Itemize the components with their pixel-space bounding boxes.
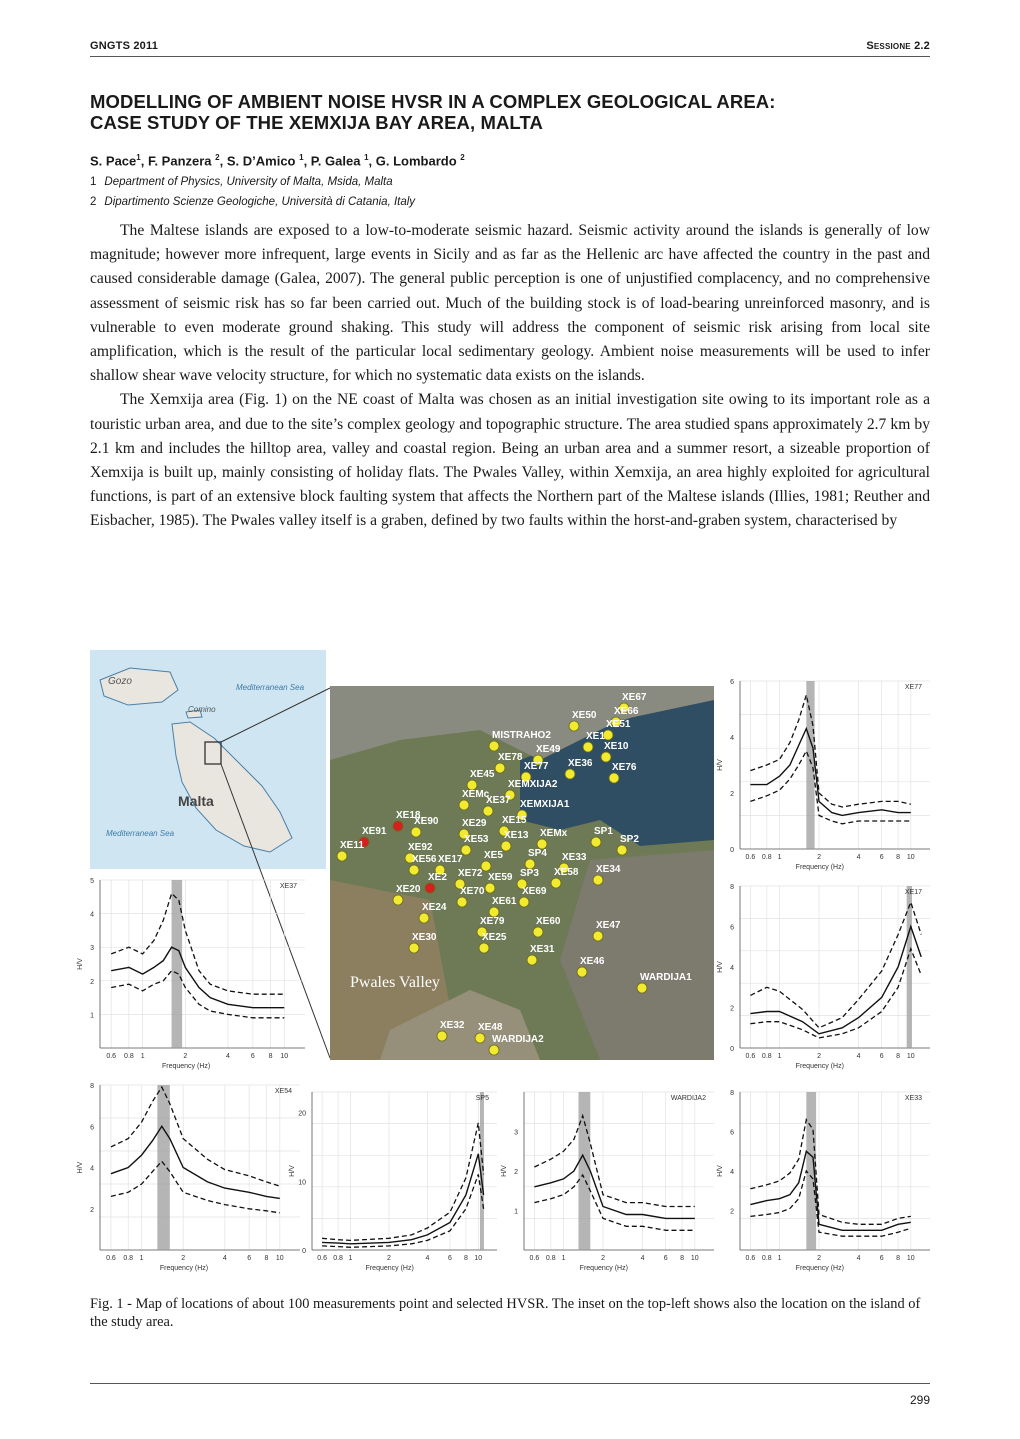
- mean-curve: [750, 927, 921, 1034]
- running-header-right: Sessione 2.2: [866, 40, 930, 52]
- peak-band: [172, 880, 183, 1048]
- station-label: XE92: [408, 842, 433, 853]
- station-label: XEMx: [540, 828, 568, 839]
- panel-title: XE33: [904, 1095, 922, 1102]
- y-tick-label: 2: [90, 978, 94, 986]
- pushpin-icon: [533, 927, 543, 937]
- pushpin-icon: [577, 967, 587, 977]
- station-label: XE45: [470, 769, 495, 780]
- station-label: XE30: [412, 932, 437, 943]
- x-tick-label: 0.8: [761, 1053, 772, 1060]
- pushpin-icon: [617, 845, 627, 855]
- station-label: XE37: [486, 795, 511, 806]
- station-label: XE32: [440, 1020, 465, 1031]
- station-label: XE47: [596, 920, 621, 931]
- station-label: XE25: [482, 932, 507, 943]
- hvsr-panel: [717, 1090, 930, 1272]
- pushpin-icon: [411, 827, 421, 837]
- station-label: XE13: [504, 830, 529, 841]
- author: S. D’Amico: [226, 153, 296, 169]
- x-tick-label: 0.6: [106, 1053, 117, 1060]
- x-tick-label: 0.8: [333, 1255, 343, 1262]
- author-affiliation-mark: 2: [460, 153, 465, 162]
- pushpin-icon: [609, 773, 619, 783]
- station-label: XEMXIJA2: [508, 779, 558, 790]
- x-tick-label: 4: [225, 1053, 230, 1060]
- pushpin-icon: [569, 721, 579, 731]
- station-label: XE70: [460, 886, 485, 897]
- panel-title: SP5: [475, 1095, 489, 1102]
- station-label: XE56: [412, 854, 437, 865]
- running-header-left: GNGTS 2011: [90, 40, 159, 52]
- peak-band: [578, 1092, 590, 1250]
- y-tick-label: 0: [730, 1046, 734, 1053]
- y-tick-label: 4: [730, 1169, 734, 1176]
- std-curve: [750, 1120, 910, 1225]
- x-tick-label: 1: [777, 854, 782, 861]
- x-tick-label: 0.8: [545, 1255, 556, 1262]
- mean-curve: [750, 729, 910, 816]
- pushpin-icon: [483, 806, 493, 816]
- pushpin-icon: [475, 1033, 485, 1043]
- y-tick-label: 4: [90, 911, 94, 919]
- y-axis-label: H/V: [289, 1165, 296, 1177]
- pushpin-icon: [425, 883, 435, 893]
- station-label: XE29: [462, 818, 487, 829]
- x-tick-label: 0.6: [106, 1255, 116, 1262]
- station-label: XE66: [614, 706, 639, 717]
- station-label: XE77: [524, 761, 549, 772]
- paragraph-2: The Xemxija area (Fig. 1) on the NE coast of Malta was chosen as an initial investigation site owing to its important role as a touristic urban area, and due to the site’s complex geology and topographic structure. The area studied spans approximately 2.7 km by 2.1 km and includes the hilltop area, valley and coastal region. Being an urban area and a summer resort, a sizeable proportion of Xemxija is built up, mainly consisting of holiday flats. The Pwales Valley, within Xemxija, an area highly exploited for agricultural functions, is part of an extensive block faulting system that affects the Northern part of the Maltese islands (Illies, 1981; Reuther and Eisbacher, 1985). The Pwales valley itself is a graben, defined by two faults within the horst-and-graben system, characterised by: [90, 391, 930, 530]
- station-label: XE76: [612, 762, 637, 773]
- y-tick-label: 0: [302, 1248, 306, 1255]
- pushpin-icon: [591, 837, 601, 847]
- station-label: XE67: [622, 692, 647, 703]
- std-curve: [750, 695, 910, 807]
- station-label: XE24: [422, 902, 447, 913]
- pushpin-icon: [437, 1031, 447, 1041]
- inset-label: Mediterranean Sea: [236, 683, 305, 692]
- hvsr-panel: [289, 1092, 497, 1272]
- station-label: XEMXIJA1: [520, 799, 570, 810]
- y-tick-label: 1: [514, 1208, 518, 1216]
- station-label: XE18: [396, 810, 421, 821]
- station-label: XE91: [362, 826, 387, 837]
- figure-caption: Fig. 1 - Map of locations of about 100 measurements point and selected HVSR. The inset on the top-left shows also the location on the island of the study area.: [90, 1296, 921, 1330]
- y-tick-label: 6: [90, 1124, 94, 1132]
- station-label: XE48: [478, 1022, 503, 1033]
- x-tick-label: 0.8: [761, 1255, 772, 1262]
- x-tick-label: 1: [777, 1053, 782, 1060]
- pushpin-icon: [519, 897, 529, 907]
- pushpin-icon: [583, 742, 593, 752]
- station-label: XE1: [586, 731, 605, 742]
- x-tick-label: 1: [139, 1255, 144, 1262]
- x-tick-label: 6: [879, 854, 884, 861]
- y-tick-label: 8: [730, 1090, 734, 1097]
- x-tick-label: 10: [906, 1053, 915, 1060]
- pushpin-icon: [409, 943, 419, 953]
- pushpin-icon: [527, 955, 537, 965]
- station-label: XE59: [488, 872, 513, 883]
- y-tick-label: 4: [730, 735, 734, 742]
- station-label: XE10: [604, 741, 629, 752]
- y-tick-label: 10: [298, 1179, 306, 1187]
- pushpin-icon: [419, 913, 429, 923]
- y-tick-label: 2: [90, 1206, 94, 1214]
- author-affiliation-mark: 1: [299, 153, 304, 162]
- x-tick-label: 4: [640, 1255, 645, 1262]
- x-tick-label: 4: [222, 1255, 227, 1262]
- hvsr-panel: [77, 878, 305, 1070]
- x-tick-label: 6: [247, 1255, 252, 1262]
- panel-title: XE37: [279, 883, 297, 890]
- site-map: [330, 686, 714, 1060]
- y-axis-label: H/V: [717, 759, 724, 771]
- y-axis-label: H/V: [77, 1161, 84, 1174]
- hvsr-panel: [501, 1092, 714, 1272]
- pushpin-icon: [637, 983, 647, 993]
- station-label: XE69: [522, 886, 547, 897]
- x-tick-label: 8: [680, 1255, 685, 1262]
- x-tick-label: 0.6: [745, 1255, 756, 1262]
- station-label: XE5: [484, 850, 503, 861]
- x-tick-label: 6: [663, 1255, 668, 1262]
- station-label: XEMc: [462, 789, 490, 800]
- pushpin-icon: [457, 897, 467, 907]
- affiliation-number: 1: [90, 176, 97, 188]
- x-tick-label: 2: [183, 1053, 188, 1060]
- hvsr-panel: [77, 1083, 300, 1272]
- pushpin-icon: [489, 1045, 499, 1055]
- x-axis-label: Frequency (Hz): [365, 1265, 414, 1272]
- inset-map: [90, 650, 326, 869]
- std-curve: [534, 1116, 694, 1207]
- affiliation-text: Department of Physics, University of Malta, Msida, Malta: [104, 176, 393, 188]
- x-tick-label: 0.6: [745, 854, 756, 861]
- x-axis-label: Frequency (Hz): [161, 1063, 211, 1070]
- station-label: SP1: [594, 826, 613, 837]
- y-tick-label: 3: [90, 945, 94, 953]
- station-label: WARDIJA1: [640, 972, 692, 983]
- y-tick-label: 4: [90, 1165, 94, 1173]
- hvsr-panel: [717, 884, 930, 1070]
- panel-title: XE17: [904, 889, 922, 896]
- std-curve: [111, 1087, 280, 1186]
- inset-label: Comino: [188, 705, 216, 714]
- title-line-2: CASE STUDY OF THE XEMXIJA BAY AREA, MALTA: [90, 112, 543, 133]
- station-label: WARDIJA2: [492, 1034, 544, 1045]
- station-label: XE51: [606, 719, 631, 730]
- author: F. Panzera: [147, 153, 212, 169]
- station-label: XE79: [480, 916, 505, 927]
- x-tick-label: 0.8: [761, 854, 772, 861]
- x-tick-label: 1: [140, 1053, 145, 1060]
- x-tick-label: 8: [268, 1053, 273, 1060]
- std-curve: [322, 1123, 484, 1241]
- x-tick-label: 6: [879, 1053, 884, 1060]
- pushpin-icon: [495, 763, 505, 773]
- affiliation-text: Dipartimento Scienze Geologiche, Università di Catania, Italy: [104, 196, 416, 208]
- station-label: XE33: [562, 852, 587, 863]
- std-curve: [534, 1175, 694, 1230]
- station-label: XE78: [498, 752, 523, 763]
- y-tick-label: 2: [730, 791, 734, 798]
- station-label: XE15: [502, 815, 527, 826]
- pushpin-icon: [479, 943, 489, 953]
- x-tick-label: 1: [777, 1255, 782, 1262]
- inset-label: Gozo: [108, 676, 132, 687]
- y-tick-label: 0: [730, 847, 734, 854]
- pushpin-icon: [485, 883, 495, 893]
- x-tick-label: 6: [879, 1255, 884, 1262]
- affiliation-number: 2: [90, 196, 97, 208]
- y-tick-label: 2: [730, 1005, 734, 1013]
- y-tick-label: 4: [730, 965, 734, 972]
- x-tick-label: 10: [906, 1255, 915, 1262]
- x-axis-label: Frequency (Hz): [795, 1063, 844, 1070]
- paragraph-1: The Maltese islands are exposed to a low-to-moderate seismic hazard. Seismic activity around the islands is generally of low magnitude; however more infrequent, large events in Sicily and as far as the Hellenic arc have affected the country in the past and caused considerable damage (Galea, 2007). The general public perception is one of unjustified complacency, and no comprehensive assessment of seismic risk has so far been carried out. Much of the building stock is of load-bearing unreinforced masonry, and is vulnerable to even moderate ground shaking. This study will address the component of seismic risk arising from local site amplification, which is the result of the particular local sedimentary geology. Ambient noise measurements will be used to infer shallow shear wave velocity structure, for which no systematic data exists on the islands.: [90, 222, 930, 385]
- y-tick-label: 5: [90, 878, 94, 885]
- pushpin-icon: [461, 845, 471, 855]
- peak-band: [806, 681, 814, 849]
- hvsr-panel: [717, 679, 930, 871]
- title-line-1: MODELLING OF AMBIENT NOISE HVSR IN A COMPLEX GEOLOGICAL AREA:: [90, 91, 776, 112]
- x-tick-label: 0.8: [123, 1255, 134, 1262]
- peak-band: [907, 886, 912, 1048]
- x-tick-label: 0.6: [317, 1255, 327, 1262]
- pushpin-icon: [337, 851, 347, 861]
- pushpin-icon: [551, 878, 561, 888]
- x-tick-label: 1: [348, 1255, 353, 1262]
- station-label: XE11: [340, 840, 364, 851]
- pushpin-icon: [393, 821, 403, 831]
- station-label: XE17: [438, 854, 463, 865]
- x-tick-label: 10: [280, 1053, 289, 1060]
- pushpin-icon: [481, 861, 491, 871]
- x-tick-label: 8: [896, 1053, 901, 1060]
- inset-label: Mediterranean Sea: [106, 829, 175, 838]
- x-tick-label: 8: [463, 1255, 468, 1262]
- pushpin-icon: [409, 865, 419, 875]
- pushpin-icon: [593, 931, 603, 941]
- pushpin-icon: [393, 895, 403, 905]
- x-tick-label: 10: [275, 1255, 284, 1262]
- author: S. Pace: [90, 153, 137, 169]
- x-axis-label: Frequency (Hz): [579, 1265, 628, 1272]
- x-tick-label: 6: [448, 1255, 452, 1262]
- author-affiliation-mark: 1: [364, 153, 369, 162]
- std-curve: [750, 902, 921, 1028]
- y-tick-label: 20: [298, 1110, 306, 1118]
- x-tick-label: 8: [896, 1255, 901, 1262]
- x-tick-label: 10: [906, 854, 915, 861]
- x-tick-label: 0.6: [529, 1255, 540, 1262]
- station-label: XE46: [580, 956, 605, 967]
- station-label: SP4: [528, 848, 547, 859]
- x-axis-label: Frequency (Hz): [159, 1265, 209, 1272]
- author-affiliation-mark: 2: [215, 153, 220, 162]
- mean-curve: [111, 947, 284, 1008]
- author: G. Lombardo: [375, 153, 457, 169]
- panel-title: XE54: [274, 1088, 292, 1095]
- pushpin-icon: [593, 875, 603, 885]
- author: P. Galea: [310, 153, 361, 169]
- station-label: XE72: [458, 868, 483, 879]
- station-label: MISTRAHO2: [492, 730, 551, 741]
- station-label: XE53: [464, 834, 489, 845]
- station-label: XE2: [428, 872, 447, 883]
- station-label: XE90: [414, 816, 439, 827]
- y-tick-label: 8: [730, 884, 734, 891]
- x-tick-label: 10: [690, 1255, 699, 1262]
- pushpin-icon: [565, 769, 575, 779]
- std-curve: [111, 1161, 280, 1213]
- x-tick-label: 2: [387, 1255, 391, 1262]
- x-tick-label: 10: [474, 1255, 483, 1262]
- x-tick-label: 2: [817, 1053, 821, 1060]
- x-tick-label: 8: [896, 854, 901, 861]
- footer-rule: [90, 1383, 930, 1384]
- station-label: XE58: [554, 867, 579, 878]
- y-axis-label: H/V: [501, 1165, 508, 1177]
- station-label: XE31: [530, 944, 555, 955]
- x-tick-label: 0.8: [124, 1053, 134, 1060]
- y-axis-label: H/V: [717, 961, 724, 973]
- station-label: SP2: [620, 834, 639, 845]
- x-tick-label: 4: [856, 1255, 861, 1262]
- y-tick-label: 6: [730, 924, 734, 932]
- x-tick-label: 2: [817, 854, 821, 861]
- y-tick-label: 3: [514, 1129, 518, 1137]
- y-tick-label: 1: [90, 1012, 94, 1020]
- y-tick-label: 8: [90, 1083, 94, 1090]
- pushpin-icon: [601, 752, 611, 762]
- std-curve: [750, 949, 921, 1038]
- y-tick-label: 2: [514, 1169, 518, 1176]
- y-axis-label: H/V: [717, 1165, 724, 1177]
- x-tick-label: 1: [561, 1255, 566, 1262]
- x-tick-label: 8: [264, 1255, 269, 1262]
- x-tick-label: 4: [425, 1255, 430, 1262]
- x-tick-label: 4: [856, 854, 861, 861]
- station-label: SP3: [520, 868, 539, 879]
- page-number: 299: [909, 1393, 930, 1407]
- x-tick-label: 4: [856, 1053, 861, 1060]
- pushpin-icon: [459, 800, 469, 810]
- x-tick-label: 2: [601, 1255, 605, 1262]
- y-tick-label: 6: [730, 1129, 734, 1137]
- x-tick-label: 2: [181, 1255, 186, 1262]
- panel-title: WARDIJA2: [670, 1095, 706, 1102]
- mean-curve: [322, 1154, 484, 1244]
- station-label: XE34: [596, 864, 621, 875]
- std-curve: [111, 893, 284, 994]
- x-tick-label: 0.6: [745, 1053, 756, 1060]
- author-list: S. Pace$^1$, F. Panzera $^2$, S. D’Amico $^1$, P. Galea $^1$, G. Lombardo $^2$: [90, 153, 465, 169]
- author-affiliation-mark: 1: [136, 153, 141, 162]
- x-tick-label: 6: [250, 1053, 255, 1060]
- std-curve: [750, 1171, 910, 1236]
- y-tick-label: 2: [730, 1208, 734, 1216]
- peak-band: [157, 1085, 169, 1250]
- y-tick-label: 6: [730, 679, 734, 686]
- x-axis-label: Frequency (Hz): [795, 864, 844, 871]
- station-label: XE60: [536, 916, 561, 927]
- valley-label: Pwales Valley: [350, 974, 440, 991]
- y-axis-label: H/V: [77, 958, 84, 970]
- station-label: XE61: [492, 896, 517, 907]
- x-axis-label: Frequency (Hz): [795, 1265, 844, 1272]
- station-label: XE36: [568, 758, 593, 769]
- x-tick-label: 2: [817, 1255, 821, 1262]
- inset-label: Malta: [178, 793, 214, 809]
- station-label: XE20: [396, 884, 421, 895]
- station-label: XE50: [572, 710, 597, 721]
- panel-title: XE77: [904, 684, 922, 691]
- station-label: XE49: [536, 744, 561, 755]
- pushpin-icon: [489, 741, 499, 751]
